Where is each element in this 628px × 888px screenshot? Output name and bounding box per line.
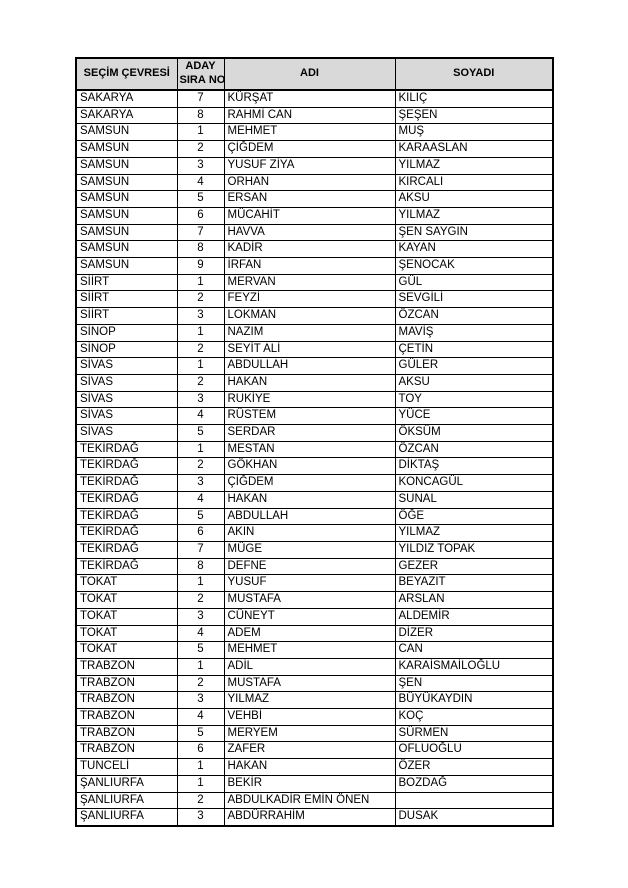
table-row — [76, 391, 553, 408]
cell-first-name: FEYZİ — [224, 291, 395, 308]
cell-first-name: BEKİR — [224, 775, 395, 792]
cell-first-name: HAKAN — [224, 759, 395, 776]
cell-district: TUNCELİ — [76, 759, 177, 776]
cell-district: SAMSUN — [76, 191, 177, 208]
cell-surname: ŞEŞEN — [395, 107, 553, 124]
cell-surname: ÖZCAN — [395, 441, 553, 458]
cell-surname: ÖKSÜM — [395, 425, 553, 442]
cell-order-no: 1 — [177, 658, 224, 675]
cell-surname: YILMAZ — [395, 157, 553, 174]
cell-order-no: 7 — [177, 90, 224, 107]
table-row — [76, 441, 553, 458]
cell-order-no: 4 — [177, 408, 224, 425]
cell-surname: OFLUOĞLU — [395, 742, 553, 759]
cell-first-name: AKIN — [224, 525, 395, 542]
cell-order-no: 2 — [177, 341, 224, 358]
cell-order-no: 2 — [177, 291, 224, 308]
cell-first-name: MUSTAFA — [224, 592, 395, 609]
cell-order-no: 2 — [177, 141, 224, 158]
cell-order-no: 3 — [177, 692, 224, 709]
header-surname: SOYADI — [395, 58, 553, 90]
cell-district: ŞANLIURFA — [76, 775, 177, 792]
cell-order-no: 6 — [177, 742, 224, 759]
cell-first-name: ZAFER — [224, 742, 395, 759]
table-row — [76, 157, 553, 174]
cell-district: TRABZON — [76, 725, 177, 742]
cell-district: SİNOP — [76, 341, 177, 358]
cell-district: SİVAS — [76, 425, 177, 442]
cell-first-name: ADİL — [224, 658, 395, 675]
cell-order-no: 5 — [177, 725, 224, 742]
cell-district: TOKAT — [76, 592, 177, 609]
cell-surname: YILMAZ — [395, 207, 553, 224]
cell-order-no: 1 — [177, 124, 224, 141]
cell-order-no: 5 — [177, 191, 224, 208]
cell-surname: ÖZCAN — [395, 308, 553, 325]
cell-surname: KIRCALI — [395, 174, 553, 191]
cell-first-name: LOKMAN — [224, 308, 395, 325]
cell-district: SİVAS — [76, 391, 177, 408]
table-row — [76, 592, 553, 609]
table-row — [76, 408, 553, 425]
cell-first-name: MUSTAFA — [224, 675, 395, 692]
cell-order-no: 3 — [177, 608, 224, 625]
cell-district: TEKİRDAĞ — [76, 458, 177, 475]
table-header — [76, 58, 553, 90]
cell-order-no: 2 — [177, 675, 224, 692]
table-row — [76, 525, 553, 542]
cell-first-name: ÇİĞDEM — [224, 475, 395, 492]
cell-district: TRABZON — [76, 709, 177, 726]
cell-order-no: 2 — [177, 374, 224, 391]
cell-order-no: 5 — [177, 425, 224, 442]
cell-first-name: ORHAN — [224, 174, 395, 191]
cell-district: TOKAT — [76, 642, 177, 659]
table-row — [76, 491, 553, 508]
cell-district: TEKİRDAĞ — [76, 441, 177, 458]
cell-surname: DİKTAŞ — [395, 458, 553, 475]
table-row — [76, 258, 553, 275]
cell-district: SAKARYA — [76, 107, 177, 124]
cell-surname: MUŞ — [395, 124, 553, 141]
candidates-table — [75, 57, 554, 827]
cell-order-no: 5 — [177, 642, 224, 659]
table-row — [76, 374, 553, 391]
cell-district: SİİRT — [76, 291, 177, 308]
cell-district: TEKİRDAĞ — [76, 491, 177, 508]
table-row — [76, 90, 553, 107]
cell-first-name: DEFNE — [224, 558, 395, 575]
cell-order-no: 4 — [177, 491, 224, 508]
cell-order-no: 8 — [177, 241, 224, 258]
table-row — [76, 642, 553, 659]
table-row — [76, 458, 553, 475]
cell-surname: ALDEMİR — [395, 608, 553, 625]
table-row — [76, 207, 553, 224]
table-row — [76, 191, 553, 208]
cell-first-name: RUKİYE — [224, 391, 395, 408]
cell-order-no: 7 — [177, 224, 224, 241]
cell-first-name: HAKAN — [224, 374, 395, 391]
cell-surname: AKSU — [395, 191, 553, 208]
header-row — [76, 58, 553, 90]
cell-order-no: 1 — [177, 358, 224, 375]
table-row — [76, 291, 553, 308]
header-first-name: ADI — [224, 58, 395, 90]
table-row — [76, 625, 553, 642]
cell-district: SAMSUN — [76, 157, 177, 174]
cell-surname — [395, 792, 553, 809]
table-row — [76, 475, 553, 492]
cell-order-no: 1 — [177, 759, 224, 776]
cell-order-no: 8 — [177, 558, 224, 575]
cell-district: TOKAT — [76, 608, 177, 625]
cell-order-no: 4 — [177, 625, 224, 642]
cell-district: TEKİRDAĞ — [76, 558, 177, 575]
cell-first-name: NAZIM — [224, 324, 395, 341]
table-row — [76, 174, 553, 191]
table-row — [76, 759, 553, 776]
cell-order-no: 8 — [177, 107, 224, 124]
table-row — [76, 308, 553, 325]
cell-first-name: MERYEM — [224, 725, 395, 742]
cell-first-name: CÜNEYT — [224, 608, 395, 625]
cell-first-name: MESTAN — [224, 441, 395, 458]
cell-order-no: 3 — [177, 308, 224, 325]
cell-surname: GÜLER — [395, 358, 553, 375]
cell-surname: DUSAK — [395, 809, 553, 826]
cell-district: SAMSUN — [76, 224, 177, 241]
cell-first-name: HAVVA — [224, 224, 395, 241]
cell-first-name: MÜGE — [224, 541, 395, 558]
table-row — [76, 425, 553, 442]
cell-order-no: 9 — [177, 258, 224, 275]
cell-surname: KONCAGÜL — [395, 475, 553, 492]
table-row — [76, 541, 553, 558]
cell-order-no: 4 — [177, 709, 224, 726]
table-row — [76, 241, 553, 258]
cell-order-no: 3 — [177, 475, 224, 492]
cell-order-no: 1 — [177, 274, 224, 291]
cell-district: TEKİRDAĞ — [76, 475, 177, 492]
cell-order-no: 5 — [177, 508, 224, 525]
table-row — [76, 692, 553, 709]
cell-first-name: RÜSTEM — [224, 408, 395, 425]
table-row — [76, 324, 553, 341]
cell-first-name: VEHBİ — [224, 709, 395, 726]
cell-district: TRABZON — [76, 742, 177, 759]
cell-first-name: SERDAR — [224, 425, 395, 442]
cell-surname: AKSU — [395, 374, 553, 391]
cell-first-name: ÇİĞDEM — [224, 141, 395, 158]
cell-surname: ŞEN SAYGIN — [395, 224, 553, 241]
cell-district: SİİRT — [76, 308, 177, 325]
table-row — [76, 575, 553, 592]
cell-surname: TOY — [395, 391, 553, 408]
cell-surname: SUNAL — [395, 491, 553, 508]
cell-first-name: SEYİT ALİ — [224, 341, 395, 358]
header-district: SEÇİM ÇEVRESİ — [76, 58, 177, 90]
cell-order-no: 1 — [177, 324, 224, 341]
cell-surname: KARAİSMAİLOĞLU — [395, 658, 553, 675]
cell-first-name: İRFAN — [224, 258, 395, 275]
table-row — [76, 558, 553, 575]
cell-district: SAMSUN — [76, 258, 177, 275]
cell-first-name: MEHMET — [224, 124, 395, 141]
cell-first-name: RAHMİ CAN — [224, 107, 395, 124]
table-row — [76, 274, 553, 291]
cell-order-no: 1 — [177, 575, 224, 592]
table-row — [76, 224, 553, 241]
cell-surname: KOÇ — [395, 709, 553, 726]
table-row — [76, 725, 553, 742]
cell-first-name: GÖKHAN — [224, 458, 395, 475]
cell-surname: CAN — [395, 642, 553, 659]
header-order-no: ADAY SIRA NO — [177, 58, 224, 90]
cell-district: SİVAS — [76, 358, 177, 375]
cell-first-name: YILMAZ — [224, 692, 395, 709]
cell-surname: KILIÇ — [395, 90, 553, 107]
cell-first-name: ERSAN — [224, 191, 395, 208]
cell-district: SİVAS — [76, 408, 177, 425]
cell-district: TRABZON — [76, 675, 177, 692]
cell-surname: ŞEN — [395, 675, 553, 692]
cell-first-name: YUSUF — [224, 575, 395, 592]
cell-order-no: 3 — [177, 391, 224, 408]
cell-first-name: YUSUF ZİYA — [224, 157, 395, 174]
table-row — [76, 742, 553, 759]
table-row — [76, 792, 553, 809]
cell-surname: KAYAN — [395, 241, 553, 258]
cell-district: SİNOP — [76, 324, 177, 341]
cell-first-name: ABDÜRRAHİM — [224, 809, 395, 826]
cell-district: SAMSUN — [76, 124, 177, 141]
table-row — [76, 775, 553, 792]
cell-surname: KARAASLAN — [395, 141, 553, 158]
cell-first-name: ADEM — [224, 625, 395, 642]
table-row — [76, 107, 553, 124]
cell-district: TOKAT — [76, 625, 177, 642]
cell-district: TRABZON — [76, 692, 177, 709]
cell-order-no: 2 — [177, 792, 224, 809]
cell-district: TOKAT — [76, 575, 177, 592]
table-row — [76, 809, 553, 826]
cell-surname: BOZDAĞ — [395, 775, 553, 792]
cell-surname: ARSLAN — [395, 592, 553, 609]
cell-surname: YILDIZ TOPAK — [395, 541, 553, 558]
cell-district: TEKİRDAĞ — [76, 525, 177, 542]
cell-district: ŞANLIURFA — [76, 809, 177, 826]
cell-order-no: 2 — [177, 458, 224, 475]
cell-district: TEKİRDAĞ — [76, 508, 177, 525]
cell-order-no: 7 — [177, 541, 224, 558]
cell-district: TEKİRDAĞ — [76, 541, 177, 558]
cell-surname: YILMAZ — [395, 525, 553, 542]
cell-surname: ŞENOCAK — [395, 258, 553, 275]
cell-district: SAKARYA — [76, 90, 177, 107]
cell-first-name: ABDULLAH — [224, 358, 395, 375]
cell-order-no: 6 — [177, 207, 224, 224]
cell-district: SAMSUN — [76, 241, 177, 258]
table-row — [76, 341, 553, 358]
cell-order-no: 1 — [177, 775, 224, 792]
table-row — [76, 709, 553, 726]
cell-order-no: 6 — [177, 525, 224, 542]
cell-district: ŞANLIURFA — [76, 792, 177, 809]
cell-surname: ÖĞE — [395, 508, 553, 525]
cell-surname: DİZER — [395, 625, 553, 642]
cell-surname: GEZER — [395, 558, 553, 575]
table-row — [76, 141, 553, 158]
cell-first-name: MERVAN — [224, 274, 395, 291]
cell-surname: BEYAZIT — [395, 575, 553, 592]
cell-district: SİVAS — [76, 374, 177, 391]
cell-first-name: ABDULKADİR EMİN ÖNEN — [224, 792, 395, 809]
table-row — [76, 608, 553, 625]
table-row — [76, 675, 553, 692]
cell-order-no: 3 — [177, 157, 224, 174]
cell-district: SAMSUN — [76, 141, 177, 158]
cell-order-no: 1 — [177, 441, 224, 458]
cell-district: SİİRT — [76, 274, 177, 291]
cell-district: SAMSUN — [76, 207, 177, 224]
cell-first-name: KÜRŞAT — [224, 90, 395, 107]
cell-order-no: 4 — [177, 174, 224, 191]
cell-first-name: MEHMET — [224, 642, 395, 659]
cell-surname: GÜL — [395, 274, 553, 291]
cell-surname: SEVGİLİ — [395, 291, 553, 308]
cell-surname: YÜCE — [395, 408, 553, 425]
cell-district: TRABZON — [76, 658, 177, 675]
cell-first-name: HAKAN — [224, 491, 395, 508]
cell-order-no: 2 — [177, 592, 224, 609]
cell-order-no: 3 — [177, 809, 224, 826]
cell-first-name: MÜCAHİT — [224, 207, 395, 224]
table-row — [76, 658, 553, 675]
cell-first-name: KADİR — [224, 241, 395, 258]
cell-surname: BÜYÜKAYDIN — [395, 692, 553, 709]
cell-district: SAMSUN — [76, 174, 177, 191]
cell-surname: ÖZER — [395, 759, 553, 776]
table-row — [76, 508, 553, 525]
table-row — [76, 124, 553, 141]
cell-surname: SÜRMEN — [395, 725, 553, 742]
table-body — [76, 90, 553, 826]
cell-surname: ÇETİN — [395, 341, 553, 358]
table-row — [76, 358, 553, 375]
cell-first-name: ABDULLAH — [224, 508, 395, 525]
cell-surname: MAVİŞ — [395, 324, 553, 341]
